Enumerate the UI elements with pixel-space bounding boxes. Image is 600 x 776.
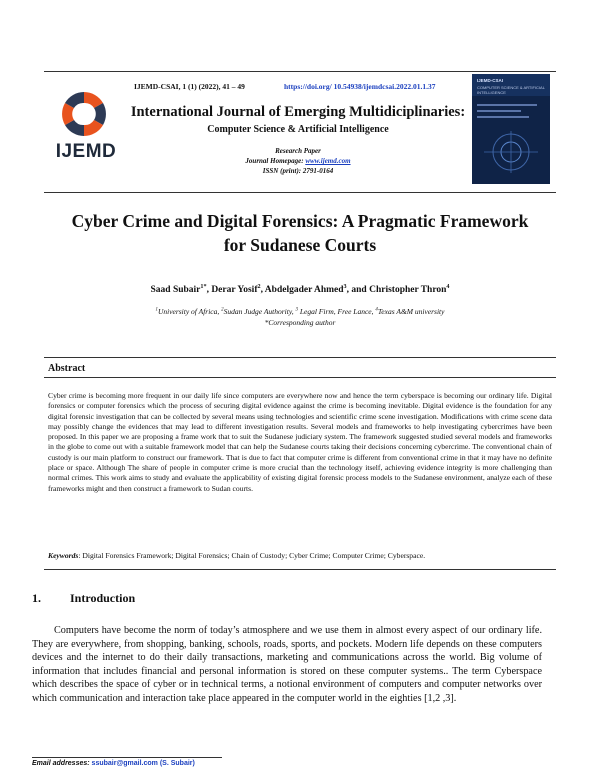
logo-text: IJEMD xyxy=(55,141,117,162)
title-line-2: for Sudanese Courts xyxy=(223,235,377,255)
affil-text: University of Africa, xyxy=(157,307,222,316)
cover-line xyxy=(477,110,521,112)
doi-link[interactable]: https://doi.org/ 10.54938/ijemdcsai.2022.01.1.37 xyxy=(284,82,436,91)
homepage-label: Journal Homepage: xyxy=(245,157,304,165)
affil-text: Legal Firm, Free Lance, xyxy=(297,307,376,316)
abstract-text: Cyber crime is becoming more frequent in our daily life since computers are everywhere now and hence the term cyberspace is becoming our ordinary life. Digital forensics or computer forensics which the process of securing digital evidence against the crime is becoming inevitable. Digital evidence is the foundation for any digital forensic investigation that can be collected by several means using technologies and scientific crime scene investigation. Modifications with crime scene data may possibly change the evidences that may lead to different investigation results. Several models and frameworks to help investigating cybercrimes have been proposed. In this paper we are proposing a frame work that to suit the Sudanese judiciary system. The framework suggested studied several models and frameworks in the globe to come out with a suitable framework model that can help the Sudanese courts taking their decisions concerning cybercrime. The conventional chain of custody is our main platform to construct our framework. That is due to fact that computer crime is different from conventional crime in that it may have no definite place or space. Although The share of people in computer crime is more crucial than the technology itself, achieving evidence integrity is more challenging than normal crimes. This work aims to study and evaluate the applicability of existing digital forensic process models to the Sudanese environment, analyze each of these frameworks might and then construct a framework to Sudan courts. xyxy=(48,391,552,493)
affiliations xyxy=(60,306,540,328)
journal-cover-image xyxy=(472,74,550,184)
affil-sup: 2 xyxy=(221,307,224,313)
section-heading xyxy=(32,591,135,606)
affil-text: Texas A&M university xyxy=(377,307,445,316)
issn: ISSN (print): 2791-0164 xyxy=(262,167,334,175)
citation: IJEMD-CSAI, 1 (1) (2022), 41 – 49 xyxy=(134,82,245,91)
abstract-heading: Abstract xyxy=(48,363,86,374)
cover-graphic-icon xyxy=(480,129,542,175)
affil-sup: 1 xyxy=(155,307,158,313)
keywords xyxy=(48,551,552,560)
paper-title xyxy=(60,209,540,257)
homepage-link[interactable]: www.ijemd.com xyxy=(305,157,351,165)
author-list xyxy=(60,285,540,295)
author-sup: 4 xyxy=(446,283,450,290)
author-name: Saad Subair xyxy=(150,285,201,295)
author-sup: 3 xyxy=(343,283,347,290)
cover-line xyxy=(477,116,529,118)
corresponding-author: *Corresponding author xyxy=(264,318,336,327)
affil-sup: 3 xyxy=(295,307,298,313)
author-separator: , and xyxy=(346,285,370,295)
author-name: Derar Yosif xyxy=(211,285,258,295)
author-sup: 1* xyxy=(200,283,207,290)
paper-type: Research Paper xyxy=(275,147,321,155)
keywords-label: Keywords xyxy=(48,551,79,560)
author-separator: , xyxy=(260,285,265,295)
footnote-rule xyxy=(32,757,222,758)
keywords-text: : Digital Forensics Framework; Digital Forensics; Chain of Custody; Cyber Crime; Computer Crime; Cyberspace. xyxy=(78,551,426,560)
header-rule xyxy=(44,71,556,72)
affil-text: Sudan Judge Authority, xyxy=(223,307,296,316)
journal-title: International Journal of Emerging Multidiciplinaries: xyxy=(130,104,466,120)
affil-sup: 4 xyxy=(375,307,378,313)
cover-title: IJEMD-CSAI xyxy=(477,78,504,83)
cover-subtitle: COMPUTER SCIENCE & ARTIFICIAL INTELLIGENCE xyxy=(477,85,545,95)
intro-paragraph: Computers have become the norm of today’s atmosphere and we use them in almost every aspect of our ordinary life. They are everywhere, from shopping, banking, schools, roads, sports, and pockets. Modern life depends on these computers devices and the internet to do their daily transactions, marketing and communications across the world. Big volume of information that includes financial and personal information is stored on these computer systems.. The term Cyberspace which describes the space of cyber or in technical terms, a notional environment of computers and computer networks over which communication and interaction take place appeared in the computer world in the eighties [1,2 ,3]. xyxy=(32,625,542,704)
journal-subtitle: Computer Science & Artificial Intelligence xyxy=(207,124,389,135)
email-label: Email addresses: xyxy=(32,760,90,767)
section-title: Introduction xyxy=(70,591,136,605)
title-line-1: Cyber Crime and Digital Forensics: A Pragmatic Framework xyxy=(71,211,529,231)
homepage-line xyxy=(128,157,468,165)
abstract-rule xyxy=(44,377,556,378)
author-sup: 2 xyxy=(257,283,261,290)
cover-line xyxy=(477,104,537,106)
author-name: Abdelgader Ahmed xyxy=(264,285,344,295)
author-name: Christopher Thron xyxy=(369,285,447,295)
author-separator: , xyxy=(206,285,212,295)
email-footnote xyxy=(32,760,195,767)
email-address[interactable]: ssubair@gmail.com (S. Subair) xyxy=(91,760,195,767)
section-number: 1. xyxy=(32,591,41,605)
header-bottom-rule xyxy=(44,192,556,193)
